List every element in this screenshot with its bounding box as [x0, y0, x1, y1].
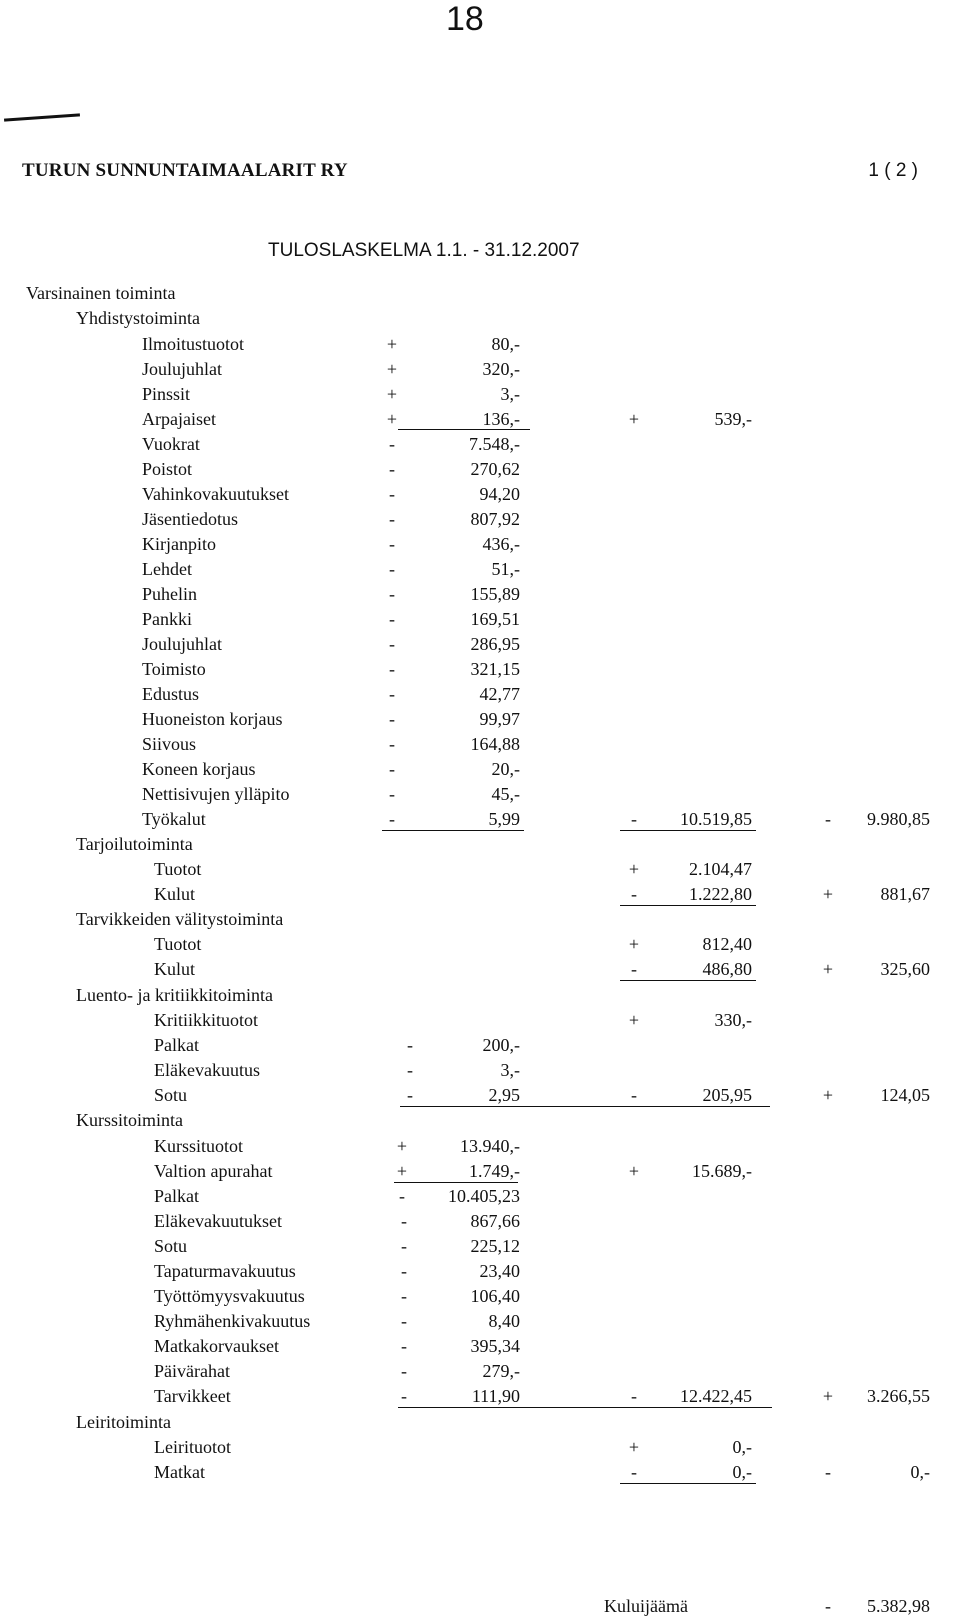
sign-2: + [628, 1437, 640, 1457]
sign-1: - [389, 659, 395, 679]
sign-1: - [389, 534, 395, 554]
table-row [0, 1035, 960, 1059]
table-row [0, 1010, 960, 1034]
table-row [0, 884, 960, 908]
value-1: 45,- [491, 784, 520, 804]
value-2: 0,- [732, 1437, 752, 1457]
row-label: Palkat [154, 1186, 199, 1206]
value-1: 51,- [491, 559, 520, 579]
value-2: 205,95 [702, 1085, 752, 1105]
table-row [0, 1211, 960, 1235]
row-label: Vuokrat [142, 434, 200, 454]
section-header [0, 308, 960, 332]
underline [620, 980, 756, 981]
value-1: 436,- [482, 534, 520, 554]
row-label: Puhelin [142, 584, 198, 604]
row-label: Työkalut [142, 809, 206, 829]
sign-1: - [401, 1386, 407, 1406]
sign-3: - [825, 809, 831, 829]
value-3: 124,05 [880, 1085, 930, 1105]
section-header [0, 1110, 960, 1134]
value-1: 395,34 [470, 1336, 520, 1356]
sign-1: - [389, 634, 395, 654]
underline [398, 429, 530, 430]
row-label: Pinssit [142, 384, 191, 404]
table-row [0, 384, 960, 408]
row-label: Leirituotot [154, 1437, 231, 1457]
sign-1: - [389, 734, 395, 754]
section-header [0, 909, 960, 933]
table-row [0, 634, 960, 658]
footer-value: 5.382,98 [867, 1596, 930, 1616]
row-label: Siivous [142, 734, 197, 754]
table-row [0, 659, 960, 683]
section-header [0, 834, 960, 858]
footer-label: Kuluijäämä [604, 1596, 688, 1616]
sign-1: - [389, 709, 395, 729]
table-row [0, 709, 960, 733]
table-row [0, 1136, 960, 1160]
sign-1: - [389, 759, 395, 779]
row-label: Ryhmähenkivakuutus [154, 1311, 311, 1331]
underline [400, 1106, 770, 1107]
footer-total-row [0, 1596, 960, 1620]
value-3: 881,67 [880, 884, 930, 904]
value-2: 12.422,45 [680, 1386, 752, 1406]
row-label: Huoneiston korjaus [142, 709, 283, 729]
sign-1: - [401, 1236, 407, 1256]
value-2: 1.222,80 [689, 884, 752, 904]
sign-2: - [631, 1085, 637, 1105]
section-luento: Luento- ja kritiikkitoiminta [76, 985, 273, 1005]
sign-1: - [399, 1186, 405, 1206]
underline [620, 905, 756, 906]
sign-1: - [389, 784, 395, 804]
section-tarvike: Tarvikkeiden välitystoiminta [76, 909, 284, 929]
table-row [0, 784, 960, 808]
sign-1: - [389, 559, 395, 579]
table-row [0, 534, 960, 558]
value-1: 20,- [491, 759, 520, 779]
table-row [0, 684, 960, 708]
value-1: 3,- [500, 384, 520, 404]
document-title: TULOSLASKELMA 1.1. - 31.12.2007 [268, 240, 580, 261]
sign-3: + [822, 959, 834, 979]
sign-1: + [396, 1161, 408, 1181]
sign-2: + [628, 859, 640, 879]
sign-2: - [631, 1386, 637, 1406]
value-1: 1.749,- [469, 1161, 520, 1181]
table-row [0, 484, 960, 508]
value-1: 8,40 [488, 1311, 520, 1331]
row-label: Arpajaiset [142, 409, 216, 429]
table-row [0, 1261, 960, 1285]
underline [382, 830, 524, 831]
value-3: 0,- [910, 1462, 930, 1482]
sign-3: + [822, 1386, 834, 1406]
value-2: 539,- [714, 409, 752, 429]
sign-3: + [822, 884, 834, 904]
value-2: 486,80 [702, 959, 752, 979]
page-count: 1 ( 2 ) [868, 160, 918, 181]
row-label: Palkat [154, 1035, 199, 1055]
value-1: 111,90 [471, 1386, 520, 1406]
section-leiri: Leiritoiminta [76, 1412, 171, 1432]
organization-name: TURUN SUNNUNTAIMAALARIT RY [22, 160, 348, 181]
sign-1: + [386, 384, 398, 404]
sign-1: + [386, 359, 398, 379]
sign-1: - [401, 1286, 407, 1306]
sign-2: + [628, 934, 640, 954]
sign-2: - [631, 809, 637, 829]
row-label: Eläkevakuutus [154, 1060, 260, 1080]
underline [620, 830, 756, 831]
row-label: Nettisivujen ylläpito [142, 784, 290, 804]
table-row [0, 1462, 960, 1486]
row-label: Edustus [142, 684, 200, 704]
section-varsinainen: Varsinainen toiminta [26, 283, 176, 303]
row-label: Sotu [154, 1236, 188, 1256]
value-1: 23,40 [479, 1261, 520, 1281]
sign-1: - [401, 1311, 407, 1331]
row-label: Kirjanpito [142, 534, 216, 554]
value-1: 5,99 [488, 809, 520, 829]
row-label: Poistot [142, 459, 193, 479]
row-label: Pankki [142, 609, 193, 629]
value-3: 9.980,85 [867, 809, 930, 829]
row-label: Valtion apurahat [154, 1161, 273, 1181]
section-header [0, 1412, 960, 1436]
table-row [0, 334, 960, 358]
table-row [0, 434, 960, 458]
table-row [0, 1437, 960, 1461]
section-header [0, 283, 960, 307]
row-label: Päivärahat [154, 1361, 230, 1381]
section-kurssi: Kurssitoiminta [76, 1110, 183, 1130]
page-number: 18 [446, 0, 484, 38]
value-1: 279,- [482, 1361, 520, 1381]
value-1: 867,66 [470, 1211, 520, 1231]
table-row [0, 759, 960, 783]
value-1: 106,40 [470, 1286, 520, 1306]
sign-2: + [628, 409, 640, 429]
row-label: Tuotot [154, 859, 202, 879]
table-row [0, 959, 960, 983]
value-1: 2,95 [488, 1085, 520, 1105]
table-row [0, 359, 960, 383]
row-label: Eläkevakuutukset [154, 1211, 282, 1231]
value-2: 2.104,47 [689, 859, 752, 879]
value-1: 320,- [482, 359, 520, 379]
row-label: Joulujuhlat [142, 634, 222, 654]
row-label: Tuotot [154, 934, 202, 954]
row-label: Kritiikkituotot [154, 1010, 259, 1030]
underline [394, 1182, 518, 1183]
value-1: 164,88 [470, 734, 520, 754]
value-2: 330,- [714, 1010, 752, 1030]
value-1: 169,51 [470, 609, 520, 629]
sign-1: + [396, 1136, 408, 1156]
value-1: 3,- [500, 1060, 520, 1080]
sign-2: - [631, 884, 637, 904]
value-2: 10.519,85 [680, 809, 752, 829]
sign-2: - [631, 1462, 637, 1482]
row-label: Kulut [154, 884, 196, 904]
value-1: 136,- [482, 409, 520, 429]
row-label: Matkat [154, 1462, 205, 1482]
row-label: Kulut [154, 959, 196, 979]
sign-1: - [389, 434, 395, 454]
sign-1: - [407, 1085, 413, 1105]
table-row [0, 1186, 960, 1210]
value-1: 10.405,23 [448, 1186, 520, 1206]
table-row [0, 559, 960, 583]
value-1: 13.940,- [460, 1136, 520, 1156]
row-label: Lehdet [142, 559, 192, 579]
sign-1: - [401, 1211, 407, 1231]
value-1: 321,15 [470, 659, 520, 679]
value-3: 325,60 [880, 959, 930, 979]
sign-1: - [389, 484, 395, 504]
value-2: 812,40 [702, 934, 752, 954]
sign-1: + [386, 409, 398, 429]
table-row [0, 1286, 960, 1310]
sign-1: + [386, 334, 398, 354]
table-row [0, 1060, 960, 1084]
row-label: Matkakorvaukset [154, 1336, 279, 1356]
value-1: 94,20 [479, 484, 520, 504]
row-label: Jäsentiedotus [142, 509, 238, 529]
table-row [0, 1336, 960, 1360]
sign-2: + [628, 1161, 640, 1181]
sign-1: - [407, 1060, 413, 1080]
section-yhdistys: Yhdistystoiminta [76, 308, 201, 328]
sign-1: - [389, 584, 395, 604]
sign-3: + [822, 1085, 834, 1105]
table-row [0, 459, 960, 483]
value-1: 155,89 [470, 584, 520, 604]
value-1: 99,97 [479, 709, 520, 729]
table-row [0, 734, 960, 758]
section-header [0, 985, 960, 1009]
table-row [0, 1236, 960, 1260]
row-label: Sotu [154, 1085, 188, 1105]
sign-1: - [407, 1035, 413, 1055]
table-row [0, 934, 960, 958]
sign-1: - [389, 509, 395, 529]
value-1: 807,92 [470, 509, 520, 529]
value-1: 42,77 [479, 684, 520, 704]
sign-1: - [401, 1261, 407, 1281]
sign-2: + [628, 1010, 640, 1030]
row-label: Toimisto [142, 659, 206, 679]
row-label: Koneen korjaus [142, 759, 256, 779]
row-label: Kurssituotot [154, 1136, 244, 1156]
row-label: Vahinkovakuutukset [142, 484, 289, 504]
row-label: Joulujuhlat [142, 359, 222, 379]
value-1: 270,62 [470, 459, 520, 479]
table-row [0, 859, 960, 883]
row-label: Tarvikkeet [154, 1386, 231, 1406]
row-label: Työttömyysvakuutus [154, 1286, 305, 1306]
value-3: 3.266,55 [867, 1386, 930, 1406]
row-label: Tapaturmavakuutus [154, 1261, 296, 1281]
value-1: 200,- [482, 1035, 520, 1055]
section-tarjoilu: Tarjoilutoiminta [76, 834, 193, 854]
table-row [0, 509, 960, 533]
value-1: 286,95 [470, 634, 520, 654]
sign-2: - [631, 959, 637, 979]
row-label: Ilmoitustuotot [142, 334, 245, 354]
sign-1: - [389, 459, 395, 479]
value-2: 15.689,- [692, 1161, 752, 1181]
underline [398, 1407, 772, 1408]
sign-1: - [389, 609, 395, 629]
underline [620, 1483, 756, 1484]
sign-1: - [401, 1336, 407, 1356]
table-row [0, 1311, 960, 1335]
value-1: 225,12 [470, 1236, 520, 1256]
sign-1: - [389, 684, 395, 704]
table-row [0, 584, 960, 608]
value-1: 7.548,- [469, 434, 520, 454]
table-row [0, 609, 960, 633]
handwritten-dash-mark [4, 113, 80, 121]
sign-1: - [389, 809, 395, 829]
footer-sign: - [825, 1596, 831, 1616]
table-row [0, 1361, 960, 1385]
value-2: 0,- [732, 1462, 752, 1482]
sign-1: - [401, 1361, 407, 1381]
sign-3: - [825, 1462, 831, 1482]
value-1: 80,- [491, 334, 520, 354]
